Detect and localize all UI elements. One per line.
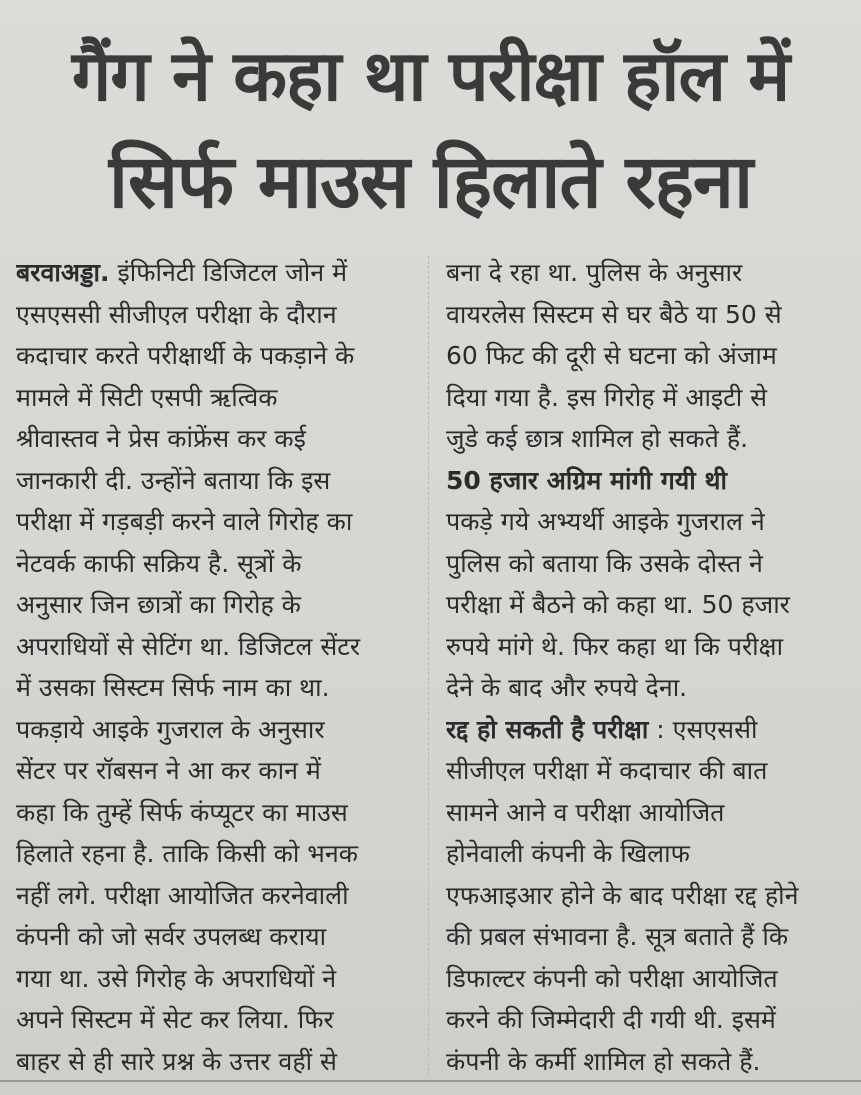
first-line (16, 252, 404, 294)
body-line: सेंटर पर रॉबसन ने आ कर कान में (16, 756, 321, 785)
body-line: की प्रबल संभावना है. सूत्र बताते हैं कि (446, 922, 789, 951)
body-line: कहा कि तुम्हें सिर्फ कंप्यूटर का माउस (16, 797, 348, 827)
body-line: 60 फिट की दूरी से घटना को अंजाम (446, 341, 777, 370)
body-line: होनेवाली कंपनी के खिलाफ (446, 839, 690, 868)
body-line: मामले में सिटी एसपी ऋत्विक (16, 382, 278, 412)
body-line: डिफाल्टर कंपनी को परीक्षा आयोजित (446, 963, 778, 993)
body-line: सामने आने व परीक्षा आयोजित (446, 797, 725, 827)
body-line: नहीं लगे. परीक्षा आयोजित करनेवाली (16, 880, 349, 910)
body-line: कंपनी के कर्मी शामिल हो सकते हैं. (446, 1046, 761, 1076)
body-line: एसएससी सीजीएल परीक्षा के दौरान (16, 299, 337, 329)
body-line: नेटवर्क काफी सक्रिय है. सूत्रों के (16, 548, 302, 578)
body-line: बाहर से ही सारे प्रश्न के उत्तर वहीं से (16, 1046, 337, 1076)
body-line: कंपनी को जो सर्वर उपलब्ध कराया (16, 922, 327, 951)
body-line: जुडे कई छात्र शामिल हो सकते हैं. (446, 424, 749, 453)
body-line: हिलाते रहना है. ताकि किसी को भनक (16, 839, 358, 868)
body-line: दिया गया है. इस गिरोह में आइटी से (446, 382, 768, 412)
body-line: श्रीवास्तव ने प्रेस कांफ्रेंस कर कई (16, 424, 306, 453)
body-line: पकड़े गये अभ्यर्थी आइके गुजराल ने (446, 507, 765, 536)
body-line: पुलिस को बताया कि उसके दोस्त ने (446, 548, 763, 578)
headline-line-1: गैंग ने कहा था परीक्षा हॉल में (71, 35, 790, 117)
body-line: वायरलेस सिस्टम से घर बैठे या 50 से (446, 299, 782, 329)
dateline: बरवाअड्डा. (16, 258, 110, 287)
subheading-exam-cancel: रद्द हो सकती है परीक्षा (446, 714, 649, 744)
body-line: अपराधियों से सेटिंग था. डिजिटल सेंटर (16, 631, 361, 661)
body-line: रुपये मांगे थे. फिर कहा था कि परीक्षा (446, 631, 784, 661)
body-line: परीक्षा में गड़बड़ी करने वाले गिरोह का (16, 507, 353, 536)
body-line: इंफिनिटी डिजिटल जोन में (109, 258, 348, 287)
body-line: कदाचार करते परीक्षार्थी के पकड़ाने के (16, 341, 355, 370)
subheading-advance-demand: 50 हजार अग्रिम मांगी गयी थी (446, 465, 727, 495)
body-line: : एसएससी (648, 714, 758, 744)
body-line: बना दे रहा था. पुलिस के अनुसार (446, 258, 743, 287)
article-column-right (446, 252, 850, 1082)
body-line: पकड़ाये आइके गुजराल के अनुसार (16, 714, 325, 744)
body-line: अनुसार जिन छात्रों का गिरोह के (16, 590, 301, 619)
bottom-rule (0, 1080, 861, 1082)
headline-line-2: सिर्फ माउस हिलाते रहना (108, 139, 753, 225)
subheading-line (446, 709, 850, 751)
body-line: गया था. उसे गिरोह के अपराधियों ने (16, 963, 337, 993)
body-line: परीक्षा में बैठने को कहा था. 50 हजार (446, 590, 790, 619)
body-line: देने के बाद और रुपये देना. (446, 673, 688, 702)
body-line: सीजीएल परीक्षा में कदाचार की बात (446, 756, 768, 785)
body-line: अपने सिस्टम में सेट कर लिया. फिर (16, 1005, 334, 1034)
body-line: में उसका सिस्टम सिर्फ नाम का था. (16, 673, 330, 702)
body-line: जानकारी दी. उन्होंने बताया कि इस (16, 465, 331, 495)
article-column-left (16, 252, 404, 1082)
column-divider (428, 256, 429, 1076)
body-line: करने की जिम्मेदारी दी गयी थी. इसमें (446, 1005, 776, 1034)
body-line: एफआइआर होने के बाद परीक्षा रद्द होने (446, 880, 799, 910)
